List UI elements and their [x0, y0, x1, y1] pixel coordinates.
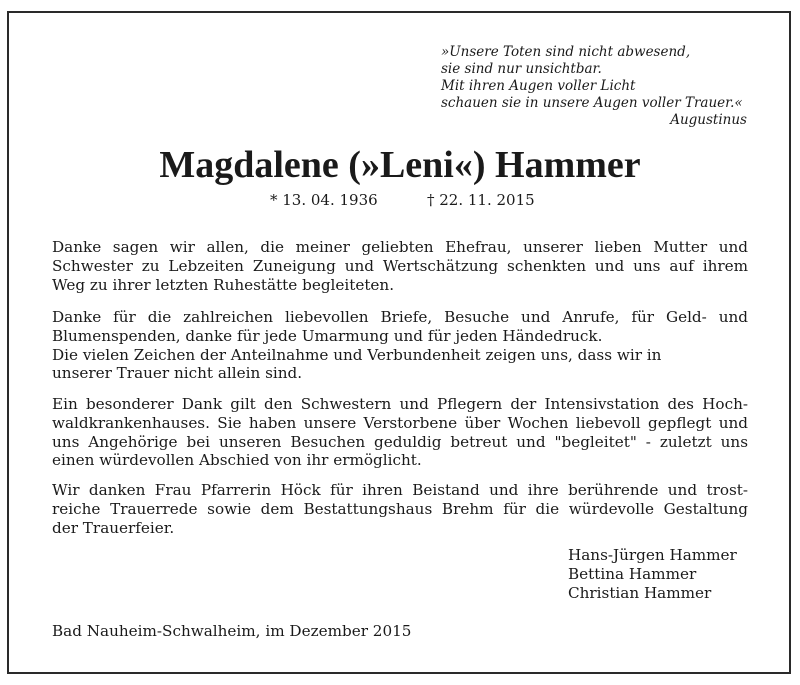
text-line: der Trauerfeier. — [52, 518, 175, 537]
quote-line: sie sind nur unsichtbar. — [441, 61, 602, 77]
text-line: waldkrankenhauses. Sie haben unsere Verstorbene über Wochen liebevoll gepflegt und — [52, 413, 748, 432]
place-and-date: Bad Nauheim-Schwalheim, im Dezember 2015 — [52, 622, 412, 640]
quote-author: Augustinus — [670, 112, 747, 128]
signatories — [568, 546, 737, 602]
text-line: Die vielen Zeichen der Anteilnahme und Verbundenheit zeigen uns, dass wir in — [52, 345, 662, 364]
quote-line: schauen sie in unsere Augen voller Trauer.« — [441, 95, 743, 111]
text-line: Danke sagen wir allen, die meiner geliebten Ehefrau, unserer lieben Mutter und — [52, 238, 748, 256]
text-line: Wir danken Frau Pfarrerin Höck für ihren Beistand und ihre berührende und trost- — [52, 481, 748, 499]
thanks-paragraph-1 — [52, 238, 748, 294]
deceased-name: Magdalene (»Leni«) Hammer — [159, 144, 641, 186]
birth-date: * 13. 04. 1936 — [270, 191, 378, 209]
signer-name: Bettina Hammer — [568, 564, 697, 583]
text-line: Weg zu ihrer letzten Ruhestätte begleiteten. — [52, 275, 395, 294]
text-line: Schwester zu Lebzeiten Zuneigung und Wertschätzung schenkten und uns auf ihrem — [52, 256, 748, 275]
quote-line: Mit ihren Augen voller Licht — [441, 78, 636, 94]
death-date: † 22. 11. 2015 — [427, 191, 535, 209]
text-line: Ein besonderer Dank gilt den Schwestern und Pflegern der Intensivstation des Hoch- — [52, 395, 748, 413]
thanks-paragraph-2 — [52, 308, 748, 383]
quote-line: »Unsere Toten sind nicht abwesend, — [441, 44, 691, 60]
text-line: einen würdevollen Abschied von ihr ermöglicht. — [52, 451, 422, 470]
signer-name: Christian Hammer — [568, 583, 712, 602]
text-line: Blumenspenden, danke für jede Umarmung und für jeden Händedruck. — [52, 326, 603, 345]
epigraph-quote — [441, 44, 747, 129]
thanks-paragraph-3 — [52, 395, 748, 470]
thanks-paragraph-4 — [52, 481, 748, 537]
text-line: uns Angehörige bei unseren Besuchen geduldig betreut und "begleitet" - zuletzt uns — [52, 432, 748, 451]
signer-name: Hans-Jürgen Hammer — [568, 546, 737, 564]
text-line: Danke für die zahlreichen liebevollen Briefe, Besuche und Anrufe, für Geld- und — [52, 308, 748, 326]
text-line: unserer Trauer nicht allein sind. — [52, 364, 303, 383]
text-line: reiche Trauerrede sowie dem Bestattungshaus Brehm für die würdevolle Gestaltung — [52, 499, 748, 518]
